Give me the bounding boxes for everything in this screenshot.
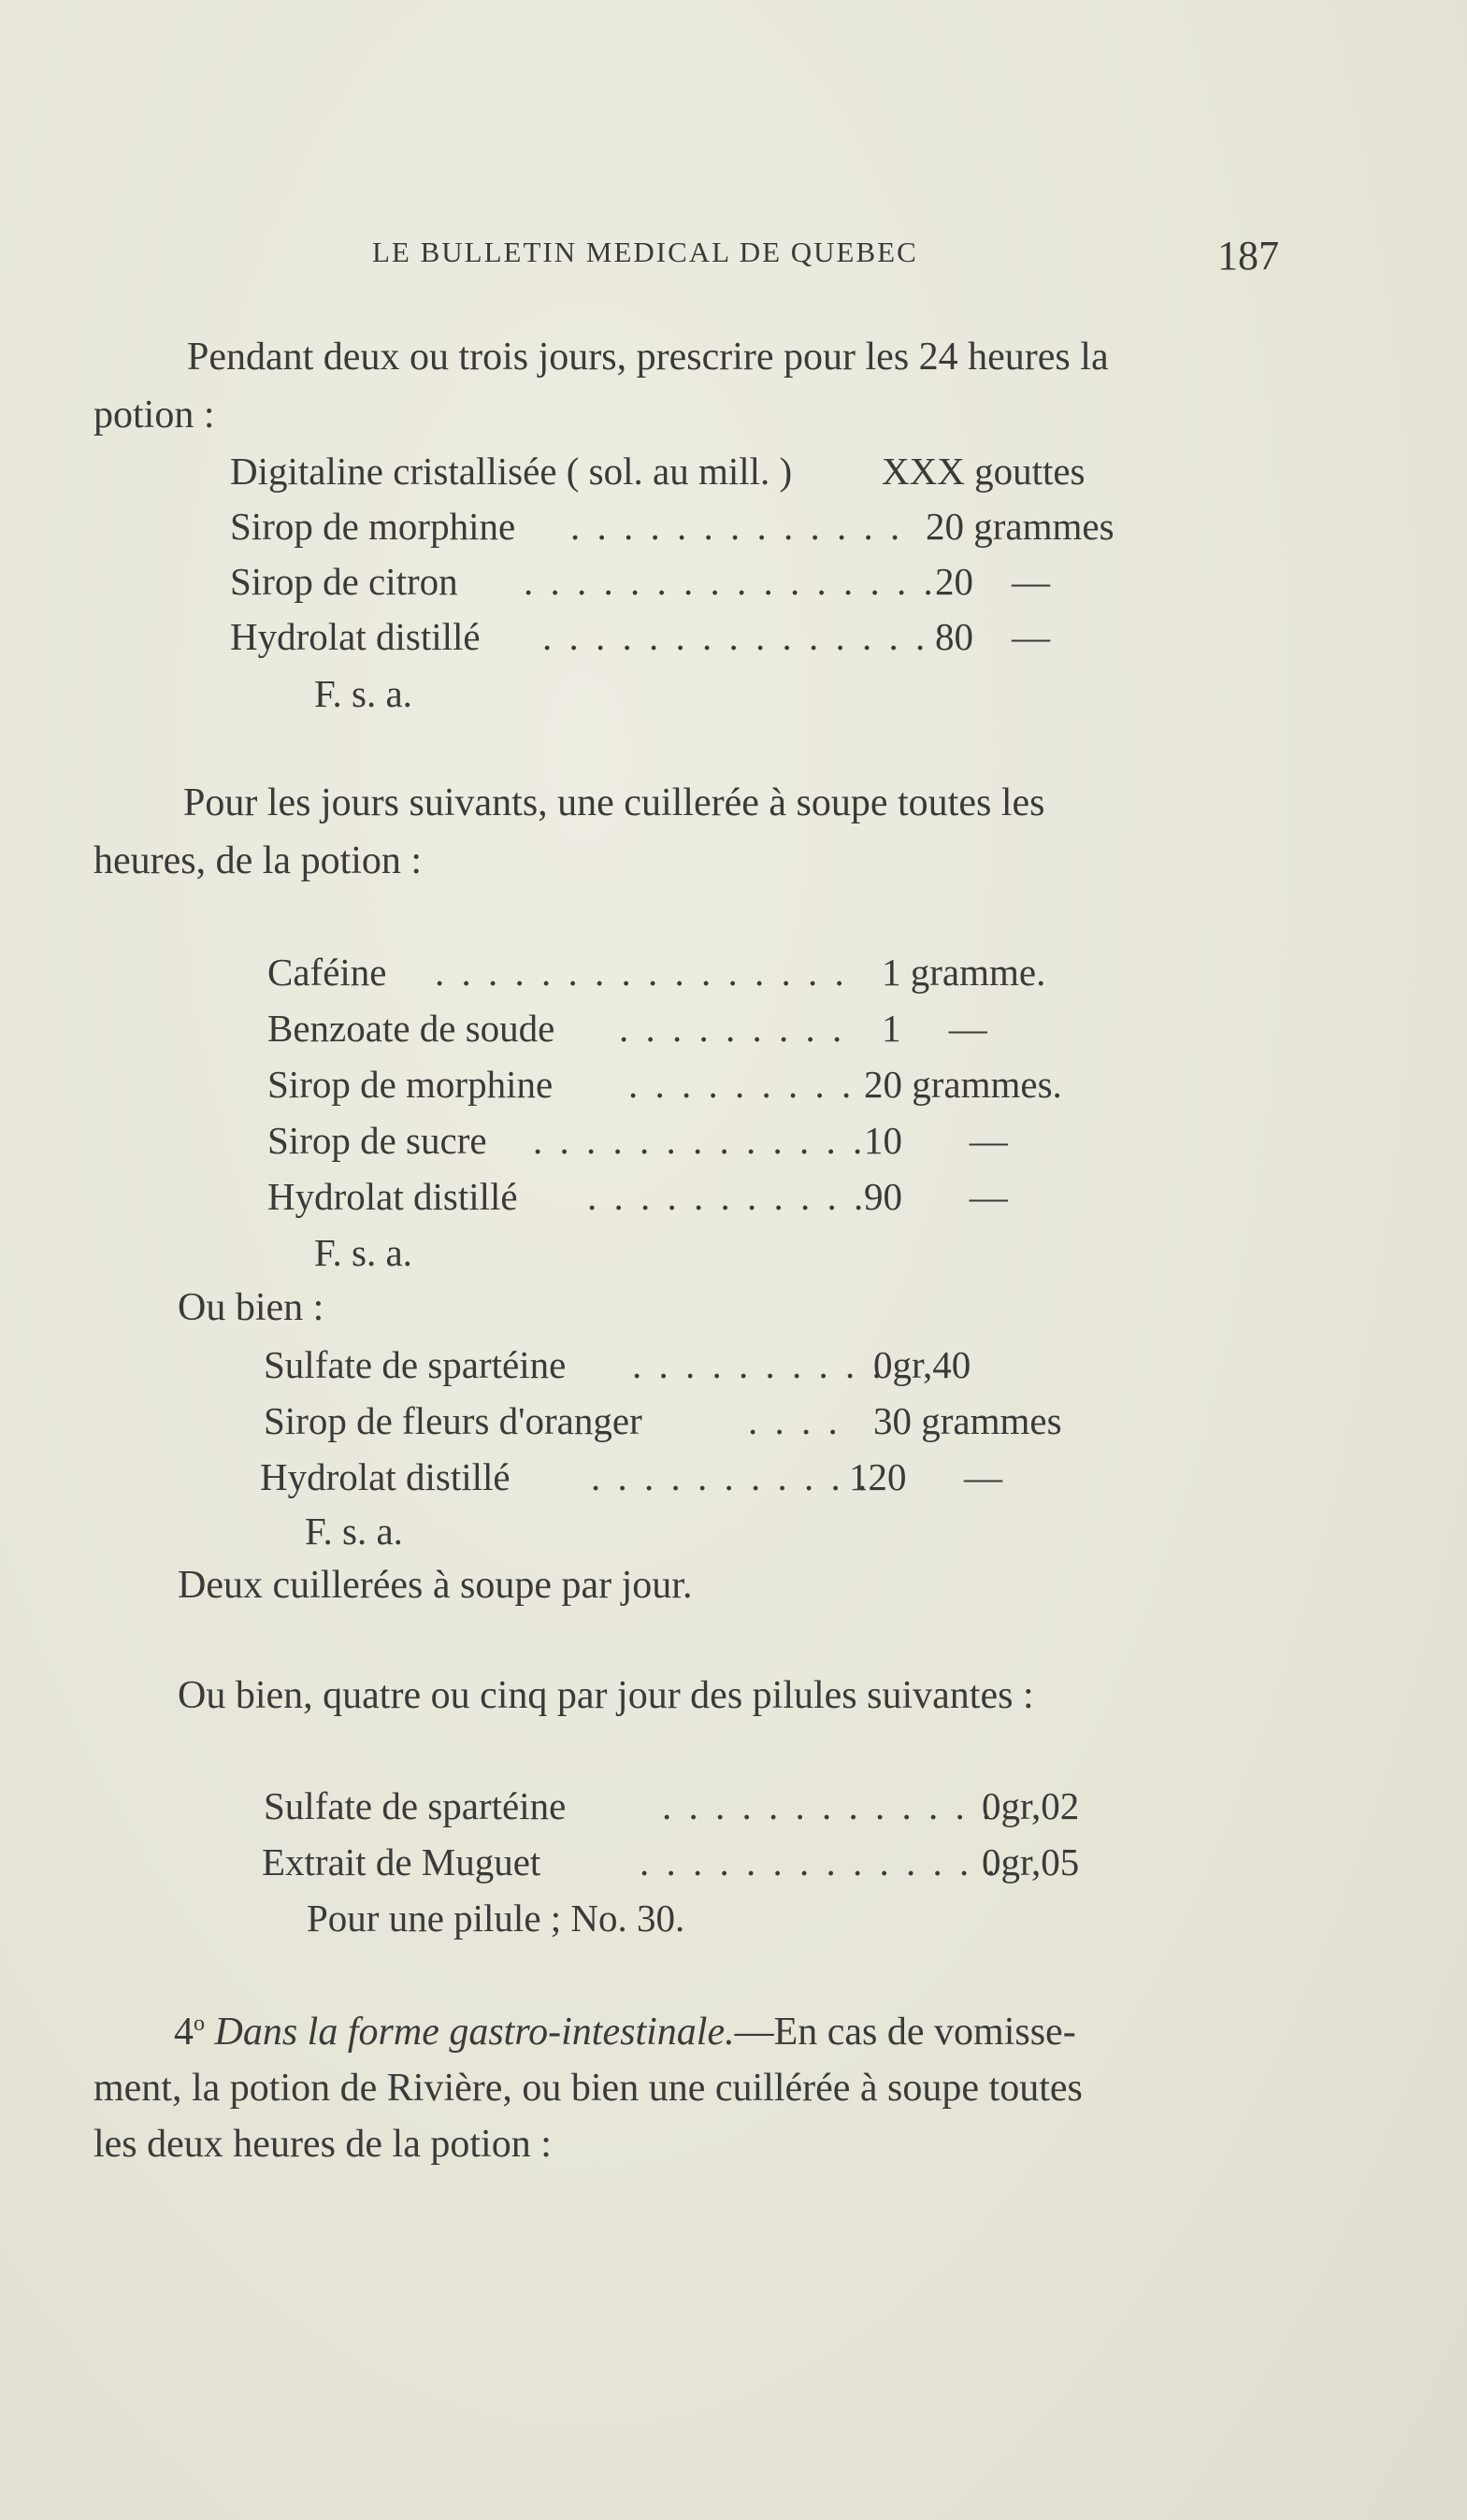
rx2-item-dose: 20 grammes. <box>864 1063 1062 1106</box>
rx1-item-dose: 80 — <box>935 615 1050 658</box>
rx1-item-dose: 20 — <box>935 560 1050 603</box>
rx2-item-dose: 1 — <box>882 1007 987 1050</box>
deux-cuillerees: Deux cuillerées à soupe par jour. <box>178 1564 693 1607</box>
section-number: 4 <box>174 2011 194 2054</box>
rx3-item-name: Sulfate de spartéine <box>264 1343 567 1386</box>
rx3-item-name: Hydrolat distillé <box>260 1455 511 1498</box>
rx2-item-dose: 10 — <box>864 1119 1008 1162</box>
rx3-fsa: F. s. a. <box>305 1510 403 1553</box>
rx2-item-leader: . . . . . . . . . . . . . . . . <box>435 951 848 994</box>
section4-line-3: les deux heures de la potion : <box>93 2123 552 2166</box>
page-number: 187 <box>1217 233 1279 279</box>
running-header: LE BULLETIN MEDICAL DE QUEBEC <box>372 236 918 268</box>
intro-line-1: Pendant deux ou trois jours, prescrire pour les 24 heures la <box>187 336 1109 379</box>
rx1-item-leader: . . . . . . . . . . . . . <box>570 505 904 548</box>
rx4-item-dose: 0gr,02 <box>982 1784 1080 1827</box>
rx1-item-leader: . . . . . . . . . . . . . . . . <box>524 560 937 603</box>
rx2-item-name: Caféine <box>267 951 387 994</box>
section4-line-1 <box>174 2010 1076 2055</box>
rx2-fsa: F. s. a. <box>314 1231 412 1274</box>
rx2-item-name: Hydrolat distillé <box>267 1175 518 1218</box>
ou-bien-1: Ou bien : <box>178 1286 324 1329</box>
rx3-item-dose: 0gr,40 <box>873 1343 971 1386</box>
para2-line-2: heures, de la potion : <box>93 839 423 882</box>
section-degree: o <box>194 2012 205 2036</box>
rx2-item-dose: 1 gramme. <box>882 951 1046 994</box>
rx4-note: Pour une pilule ; No. 30. <box>307 1897 685 1940</box>
rx4-item-leader: . . . . . . . . . . . . . . <box>640 1840 1000 1883</box>
intro-line-2: potion : <box>93 394 215 437</box>
rx2-item-name: Benzoate de soude <box>267 1007 555 1050</box>
rx1-item-name: Sirop de morphine <box>230 505 516 548</box>
rx1-item-leader: . . . . . . . . . . . . . . . <box>542 615 929 658</box>
rx2-item-name: Sirop de morphine <box>267 1063 554 1106</box>
rx1-item-name: Digitaline cristallisée ( sol. au mill. ) <box>230 450 793 493</box>
rx3-item-leader: . . . . . . . . . . <box>632 1343 885 1386</box>
section4-line-1-rest: —En cas de vomisse- <box>734 2011 1076 2054</box>
para2-line-1: Pour les jours suivants, une cuillerée à soupe toutes les <box>183 781 1045 824</box>
rx4-item-leader: . . . . . . . . . . . . . <box>662 1784 996 1827</box>
rx2-item-leader: . . . . . . . . . . . . . <box>533 1119 867 1162</box>
rx3-item-dose: 120 — <box>849 1455 1002 1498</box>
rx2-item-leader: . . . . . . . . . . . <box>587 1175 868 1218</box>
rx2-item-leader: . . . . . . . . . <box>619 1007 846 1050</box>
rx3-item-leader: . . . . <box>748 1399 841 1442</box>
rx3-item-leader: . . . . . . . . . . . <box>591 1455 871 1498</box>
ou-bien-2: Ou bien, quatre ou cinq par jour des pilules suivantes : <box>178 1674 1034 1717</box>
rx1-fsa: F. s. a. <box>314 672 412 715</box>
rx4-item-name: Extrait de Muguet <box>262 1840 541 1883</box>
rx4-item-dose: 0gr,05 <box>982 1840 1080 1883</box>
section-title: Dans la forme gastro-intestinale. <box>214 2011 735 2054</box>
rx1-item-dose: 20 grammes <box>926 505 1115 548</box>
rx2-item-leader: . . . . . . . . . <box>628 1063 856 1106</box>
rx3-item-name: Sirop de fleurs d'oranger <box>264 1399 642 1442</box>
rx3-item-dose: 30 grammes <box>873 1399 1062 1442</box>
section4-line-2: ment, la potion de Rivière, ou bien une cuillérée à soupe toutes <box>93 2067 1083 2110</box>
rx1-item-name: Hydrolat distillé <box>230 615 481 658</box>
rx1-item-dose: XXX gouttes <box>882 450 1086 493</box>
rx2-item-name: Sirop de sucre <box>267 1119 487 1162</box>
rx4-item-name: Sulfate de spartéine <box>264 1784 567 1827</box>
rx1-item-name: Sirop de citron <box>230 560 458 603</box>
rx2-item-dose: 90 — <box>864 1175 1008 1218</box>
